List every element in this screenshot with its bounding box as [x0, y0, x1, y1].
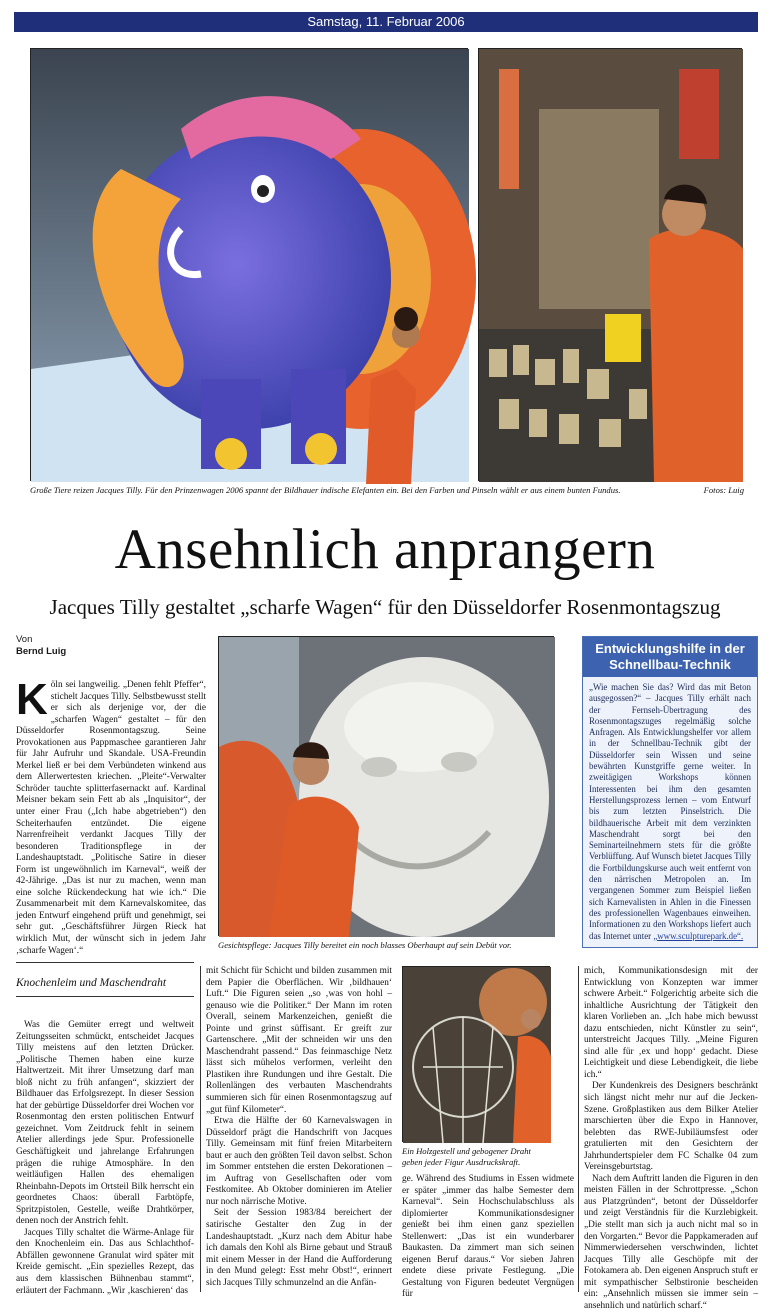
info-box-title: Entwicklungshilfe in der Schnellbau-Technik	[583, 637, 757, 677]
subheadline: Jacques Tilly gestaltet „scharfe Wagen“ für den Düsseldorfer Rosenmontagszug	[49, 595, 721, 619]
section-heading-knochenleim: Knochenleim und Maschendraht	[16, 977, 167, 989]
byline-prefix: Von	[16, 634, 33, 645]
col2-paragraph-1: mit Schicht für Schicht und bilden zusammen mit dem Papier die Oberflächen. Wir ‚bildhauen‘ Luft.“ Die Figuren seien „so ‚was von hohl – genauso wie die Politiker.“ Der Mann im roten Overall, seinem Markenzeichen, genießt die Pointe und grinst süffisant. Er greift zur Gartenschere. „Mit der schneiden wir uns den Maschendraht passend.“ Das feinmaschige Netz lässt sich mühelos verformen, verleiht den Plastiken ihre Rundungen und ihre Gestalt. Die Rollenlängen des verbauten Maschendrahts summieren sich für einen Rosenmontagszug auf „gut fünf Kilometer“.	[206, 966, 392, 1115]
byline	[16, 634, 66, 658]
lead-text: öln sei langweilig. „Denen fehlt Pfeffer“, stichelt Jacques Tilly. Selbstbewusst stellt er sich als derjenige vor, der die „scharfen Wagen“ gestaltet – für den Düsseldorfer Rosenmontagszug. Seine Provokationen aus Pappmaschee garantieren Jahr für Jahr Aufruhr und Skandale. USA-Freundin Merkel ließ er bei dem Verbündeten winkend aus dem Allerwertesten kriechen. „Pleite“-Verwalter Schröder tauchte splitterfasernackt auf. Kardinal Meisner bekam sein Fett ab als „Inquisitor“, der unter einer Frau („Ich habe abgetrieben“) den Scheiterhaufen entzündet. Die eigene Narrenfreiheit verdankt Jacques Tilly der besonderen Traditionspflege in der Landeshauptstadt. „Politische Satire in dieser Form ist ungewöhnlich im Karneval“, weiß der 42-Jährige. „Das ist nur zu machen, wenn man eine solche Rückendeckung hat wie ich.“ Die Zusammenarbeit mit dem Karnevalskomitee, das jeden Entwurf eingehend prüft und genehmigt, sei sehr gut. „Geschäftsführer Jürgen Rieck hat wirklich Mut, der wünscht sich in jedem Jahr ‚scharfe Wagen‘.“	[16, 680, 206, 956]
byline-author: Bernd Luig	[16, 646, 67, 657]
col1-paragraph-1: Was die Gemüter erregt und weltweit Zeitungsseiten schmückt, entscheidet Jacques Tilly meistens auf den letzten Drücker. „Politische Themen haben eine kurze Haltwertzeit. Mit ihrer Umsetzung darf man bloß nicht zu früh anfangen“, skizziert der Bildhauer das Erfolgsrezept. In dieser Session hat der gebürtige Düsseldorfer drei Wochen vor Rosenmontag den ersten politischen Entwurf gezeichnet. Vom Zeitdruck fehlt in seinem Atelier allerdings jede Spur. Professionelle Geschäftigkeit und jahrelange Erfahrungen prägen die ruhige Atmosphäre. In den weitläufigen Hallen des ehemaligen Rheinbahn-Depots im Ortsteil Bilk herrscht ein geordnetes Chaos: überall Farbtöpfe, Spritzpistolen, Gestelle, weiße Drahtkörper, denen noch der Anstrich fehlt.	[16, 1020, 194, 1227]
col1-paragraph-2: Jacques Tilly schaltet die Wärme-Anlage für den Knochenleim ein. Das aus Schlachthof-Abfällen gewonnene Granulat wird später mit Kreide gemischt. „Ein spezielles Rezept, das aus dem klassischen Bühnenbau stammt“, erläutert der Fachmann. „Wir ‚kaschieren‘ das	[16, 1227, 194, 1296]
info-box	[582, 636, 758, 948]
col3-paragraph-1: ge. Während des Studiums in Essen widmete er später „immer das halbe Semester dem Karneval“. Sein Hochschulabschluss als diplomierter Kommunikationsdesigner genießt bei ihm einen ganz speziellen Stellenwert: „Das ist ein wunderbarer Baukasten. Da zimmert man sich seinen eigenen Beruf daraus.“ Vor sieben Jahren endete diese private Festlegung. „Die Gestaltung von Figuren bedeutet Vergnügen für	[402, 1174, 574, 1300]
headline: Ansehnlich anprangern	[114, 518, 656, 581]
body-column-1	[16, 1020, 194, 1296]
section-heading-underline	[16, 996, 194, 997]
drop-cap: K	[16, 675, 48, 724]
body-column-4	[584, 966, 758, 1311]
date-header: Samstag, 11. Februar 2006	[14, 12, 758, 32]
col2-paragraph-3: Seit der Session 1983/84 bereichert der satirische Gestalter den Zug in der Landeshauptstadt. „Kurz nach dem Abitur habe ich damals den Kohl als Birne gebaut und Strauß mit einem Messer in der Hand die Aufforderung in den Mund gelegt: Esst mehr Obst!“, erinnert sich Jacques Tilly schmunzelnd an die Anfän-	[206, 1208, 392, 1288]
body-column-2	[206, 966, 392, 1292]
small-photo-caption: Ein Holzgestell und gebogener Draht geben jeder Figur Ausdruckskraft.	[402, 1146, 531, 1167]
sculpturepark-link[interactable]: „www.sculpturepark.de“.	[653, 930, 744, 941]
photo-giant-head	[218, 636, 554, 936]
lead-paragraph	[16, 675, 206, 956]
photo-paint-pots	[478, 48, 742, 481]
photo-credit: Fotos: Luig	[703, 485, 744, 495]
mid-photo-caption: Gesichtspflege: Jacques Tilly bereitet ein noch blasses Oberhaupt auf sein Debüt vor.	[218, 940, 512, 950]
photo-wire-frame	[402, 966, 550, 1142]
body-column-3	[402, 1174, 574, 1300]
top-photo-caption: Große Tiere reizen Jacques Tilly. Für den Prinzenwagen 2006 spannt der Bildhauer indische Elefanten ein. Bei den Farben und Pinseln wählt er aus einem bunten Fundus.	[30, 485, 621, 495]
col4-paragraph-3: Nach dem Auftritt landen die Figuren in den meisten Fällen in der Schrottpresse. „Schon aus Platzgründen“, betont der Düsseldorfer und zeigt Verständnis für die Kurzlebigkeit. „Die stellt man sich ja auch nicht mal so in den Vorgarten.“ Bevor die Pappkameraden auf Nimmerwiedersehen verschwinden, lichtet Jacques Tilly alle Geschöpfe mit der Fotokamera ab. Den eigenen Anspruch stuft er mit sympathischer Selbstironie bescheiden ein: „Ansehnlich müssen sie immer sein – ansehnlich und natürlich scharf.“	[584, 1173, 758, 1311]
info-box-body	[583, 677, 757, 947]
info-box-text: „Wie machen Sie das? Wird das mit Beton ausgegossen?“ – Jacques Tilly erhält nach der Fernseh-Übertragung des Rosenmontagszuges regelmäßig solche Anfragen. Als Entwicklungshelfer vor allem in der Schnellbau-Technik gibt der Düsseldorfer sein Wissen und seine bewährten Kunstgriffe gerne weiter. In zweitägigen Workshops können Interessenten bei ihm den gesamten Herstellungsprozess lernen – vom Entwurf bis zum letzten Pinselstrich. Die bildhauerische Arbeit mit dem verzinkten Maschendraht sorgt bei den Seminarteilnehmern stets für die größte Verblüffung. Auf Wunsch bietet Jacques Tilly die Fortbildungskurse auch weit entfernt von den närrischen Metropolen an. Im vergangenen Sommer zum Beispiel ließen sich Karnevalisten in Ahlen in die Finessen des professionellen Wagenbaues einweihen. Informationen zu den Workshops liefert auch das Internet unter	[589, 682, 752, 941]
col4-paragraph-1: mich, Kommunikationsdesign mit der Entwicklung von Konzepten war immer schwere Arbeit.“ Folgerichtig arbeite sich die inhaltliche Ausrichtung der Tätigkeit den klaren Vorlieben an. „Ich habe mich bewusst dazu entschieden, nicht Künstler zu sein“, unterstreicht Jacques Tilly. „Meine Figuren sind alle für ‚ex und hopp‘ gedacht. Diese Leichtigkeit und diese Lebendigkeit, die liebe ich.“	[584, 966, 758, 1080]
column-divider-3	[578, 966, 579, 1292]
photo-elephant	[30, 48, 468, 481]
col4-paragraph-2: Der Kundenkreis des Designers beschränkt sich längst nicht mehr nur auf die Jecken-Szene. Großplastiken aus dem Bilker Atelier marschierten über die Expo in Hannover, belebten das RWE-Jubiläumsfest oder gratulierten mit den Gesichtern der Jahrhundertspieler dem FC Schalke 04 zum Vereinsgeburtstag.	[584, 1081, 758, 1173]
column-divider-1	[200, 966, 201, 1292]
col2-paragraph-2: Etwa die Hälfte der 60 Karnevalswagen in Düsseldorf prägt die Handschrift von Jacques Tilly. Gemeinsam mit fünf freien Mitarbeitern baut er auch den größten Teil davon selbst. Schon im Sommer entstehen die ersten Dekorationen – im Auftrag von Gesellschaften oder vom Festkomitee. Ab Oktober dominieren im Atelier nur noch närrische Motive.	[206, 1116, 392, 1207]
section-divider	[16, 962, 194, 963]
